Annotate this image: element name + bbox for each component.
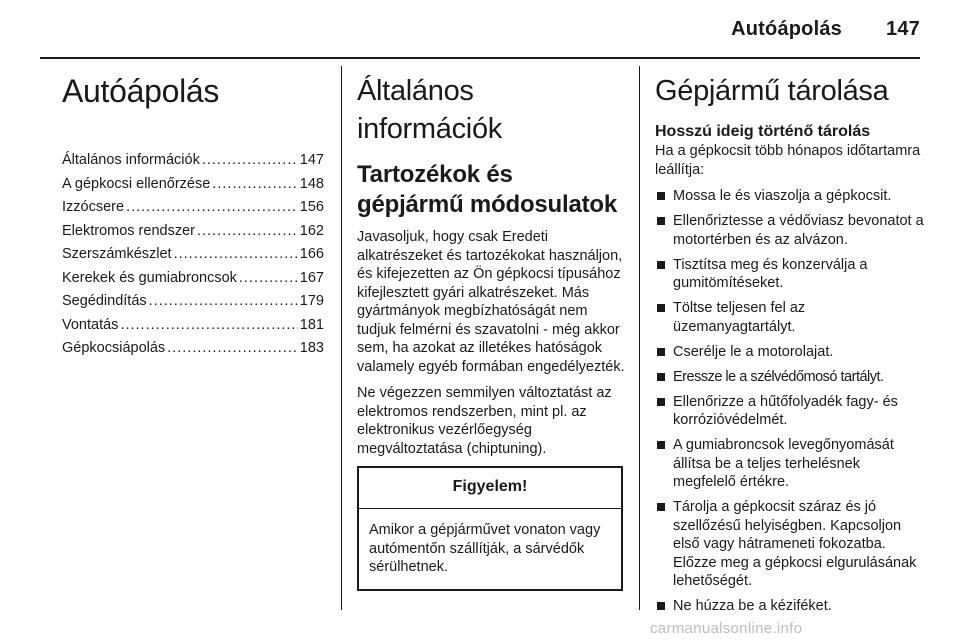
- toc-leader: [120, 317, 297, 333]
- bullet-list: [655, 187, 925, 616]
- toc-page: 183: [299, 340, 324, 356]
- bullet-item: [655, 436, 925, 492]
- intro-text: Ha a gépkocsit több hónapos időtartamra leállítja:: [655, 143, 921, 178]
- bullet-text: A gumiabroncsok levegőnyomását állítsa be a teljes terhelésnek megfelelő értékre.: [673, 437, 894, 490]
- toc-leader: [212, 176, 297, 192]
- square-bullet-icon: [657, 192, 665, 200]
- toc-leader: [167, 340, 298, 356]
- toc-page: 181: [299, 316, 324, 333]
- square-bullet-icon: [657, 398, 665, 406]
- toc-item[interactable]: [62, 152, 324, 176]
- toc-list: [62, 152, 324, 364]
- bullet-item: [655, 597, 925, 616]
- bullet-item: [655, 212, 925, 249]
- square-bullet-icon: [657, 348, 665, 356]
- bullet-text: Ne húzza be a kéziféket.: [673, 598, 832, 614]
- toc-page: 167: [299, 269, 324, 286]
- toc-label: Szerszámkészlet: [62, 246, 172, 262]
- paragraph: Ne végezzen semmilyen változtatást az elektromos rendszerben, mint pl. az elektronikus vezérlőegység megváltoztatása (chiptuning).: [357, 385, 612, 457]
- square-bullet-icon: [657, 304, 665, 312]
- toc-label: A gépkocsi ellenőrzése: [62, 175, 211, 192]
- square-bullet-icon: [657, 503, 665, 511]
- toc-item[interactable]: [62, 223, 324, 247]
- toc-leader: [202, 152, 298, 168]
- toc-leader: [174, 246, 298, 262]
- square-bullet-icon: [657, 441, 665, 449]
- column-divider: [639, 66, 640, 610]
- running-title: Autóápolás: [731, 18, 843, 40]
- storage-column: [655, 72, 925, 622]
- subsection-title: Hosszú ideig történő tárolás: [655, 123, 871, 140]
- column-divider: [341, 66, 342, 610]
- square-bullet-icon: [657, 261, 665, 269]
- toc-label: Általános információk: [62, 152, 200, 168]
- section-title: Gépjármű tárolása: [655, 75, 889, 107]
- toc-leader: [149, 293, 298, 309]
- bullet-item: [655, 299, 925, 336]
- toc-page: 148: [299, 175, 324, 192]
- toc-label: Elektromos rendszer: [62, 222, 195, 239]
- bullet-text: Tisztítsa meg és konzerválja a gumitömítéseket.: [673, 256, 868, 291]
- toc-leader: [126, 199, 298, 215]
- chapter-title: Autóápolás: [62, 73, 220, 109]
- warning-text: Amikor a gépjárművet vonaton vagy autómentőn szállítják, a sárvédők sérülhetnek.: [369, 522, 601, 575]
- toc-item[interactable]: [62, 317, 324, 341]
- bullet-item: [655, 368, 925, 387]
- toc-column: [62, 72, 324, 364]
- bullet-item: [655, 393, 925, 430]
- toc-page: 162: [299, 222, 324, 239]
- general-info-column: [357, 72, 625, 591]
- bullet-text: Ellenőriztesse a védőviasz bevonatot a motortérben és az alvázon.: [673, 213, 924, 248]
- toc-page: 166: [299, 246, 324, 262]
- toc-label: Izzócsere: [62, 199, 125, 215]
- watermark-text: carmanualsonline.info: [650, 620, 803, 637]
- toc-item[interactable]: [62, 293, 324, 317]
- square-bullet-icon: [657, 602, 665, 610]
- warning-title: Figyelem!: [359, 468, 621, 509]
- bullet-text: Töltse teljesen fel az üzemanyagtartályt.: [673, 300, 806, 335]
- bullet-text: Cserélje le a motorolajat.: [673, 343, 834, 360]
- toc-leader: [197, 223, 298, 239]
- bullet-item: [655, 498, 925, 591]
- toc-page: 179: [299, 293, 324, 309]
- bullet-text: Mossa le és viaszolja a gépkocsit.: [673, 188, 892, 204]
- square-bullet-icon: [657, 217, 665, 225]
- toc-leader: [239, 270, 298, 286]
- bullet-text: Tárolja a gépkocsit száraz és jó szellőzésű helyiségben. Kapcsoljon első vagy hátrameneti fokozatba. Előzze meg a gépkocsi elgurulásának lehetőségét.: [673, 499, 917, 589]
- bullet-text: Ellenőrizze a hűtőfolyadék fagy- és korrózióvédelmét.: [673, 393, 898, 428]
- page-header: [731, 18, 920, 41]
- paragraph: Javasoljuk, hogy csak Eredeti alkatrészeket és tartozékokat használjon, és kifejezetten az Ön gépkocsi típusához kifejlesztett gyári alkatrészeket. Más gyártmányok megbízhatóságát nem tudjuk felmérni és szavatolni - még akkor sem, ha azokat az illetékes hatóságok valamely egyéb formában engedélyezték.: [357, 229, 625, 375]
- subsection-title: Tartozékok és gépjármű módosulatok: [357, 161, 618, 218]
- toc-label: Gépkocsiápolás: [62, 340, 166, 356]
- toc-item[interactable]: [62, 340, 324, 364]
- toc-page: 156: [299, 199, 324, 215]
- bullet-item: [655, 256, 925, 293]
- toc-item[interactable]: [62, 270, 324, 294]
- toc-item[interactable]: [62, 176, 324, 200]
- header-rule: [40, 57, 920, 59]
- page-number: 147: [886, 18, 920, 40]
- toc-label: Kerekek és gumiabroncsok: [62, 269, 237, 286]
- bullet-item: [655, 343, 925, 362]
- toc-label: Segédindítás: [62, 293, 147, 309]
- toc-item[interactable]: [62, 199, 324, 223]
- toc-item[interactable]: [62, 246, 324, 270]
- section-title: Általános információk: [357, 75, 502, 145]
- bullet-item: [655, 187, 925, 206]
- toc-page: 147: [299, 152, 324, 168]
- toc-label: Vontatás: [62, 316, 119, 333]
- bullet-text: Eressze le a szélvédőmosó tartályt.: [673, 368, 884, 385]
- warning-box: [357, 466, 623, 591]
- square-bullet-icon: [657, 373, 665, 381]
